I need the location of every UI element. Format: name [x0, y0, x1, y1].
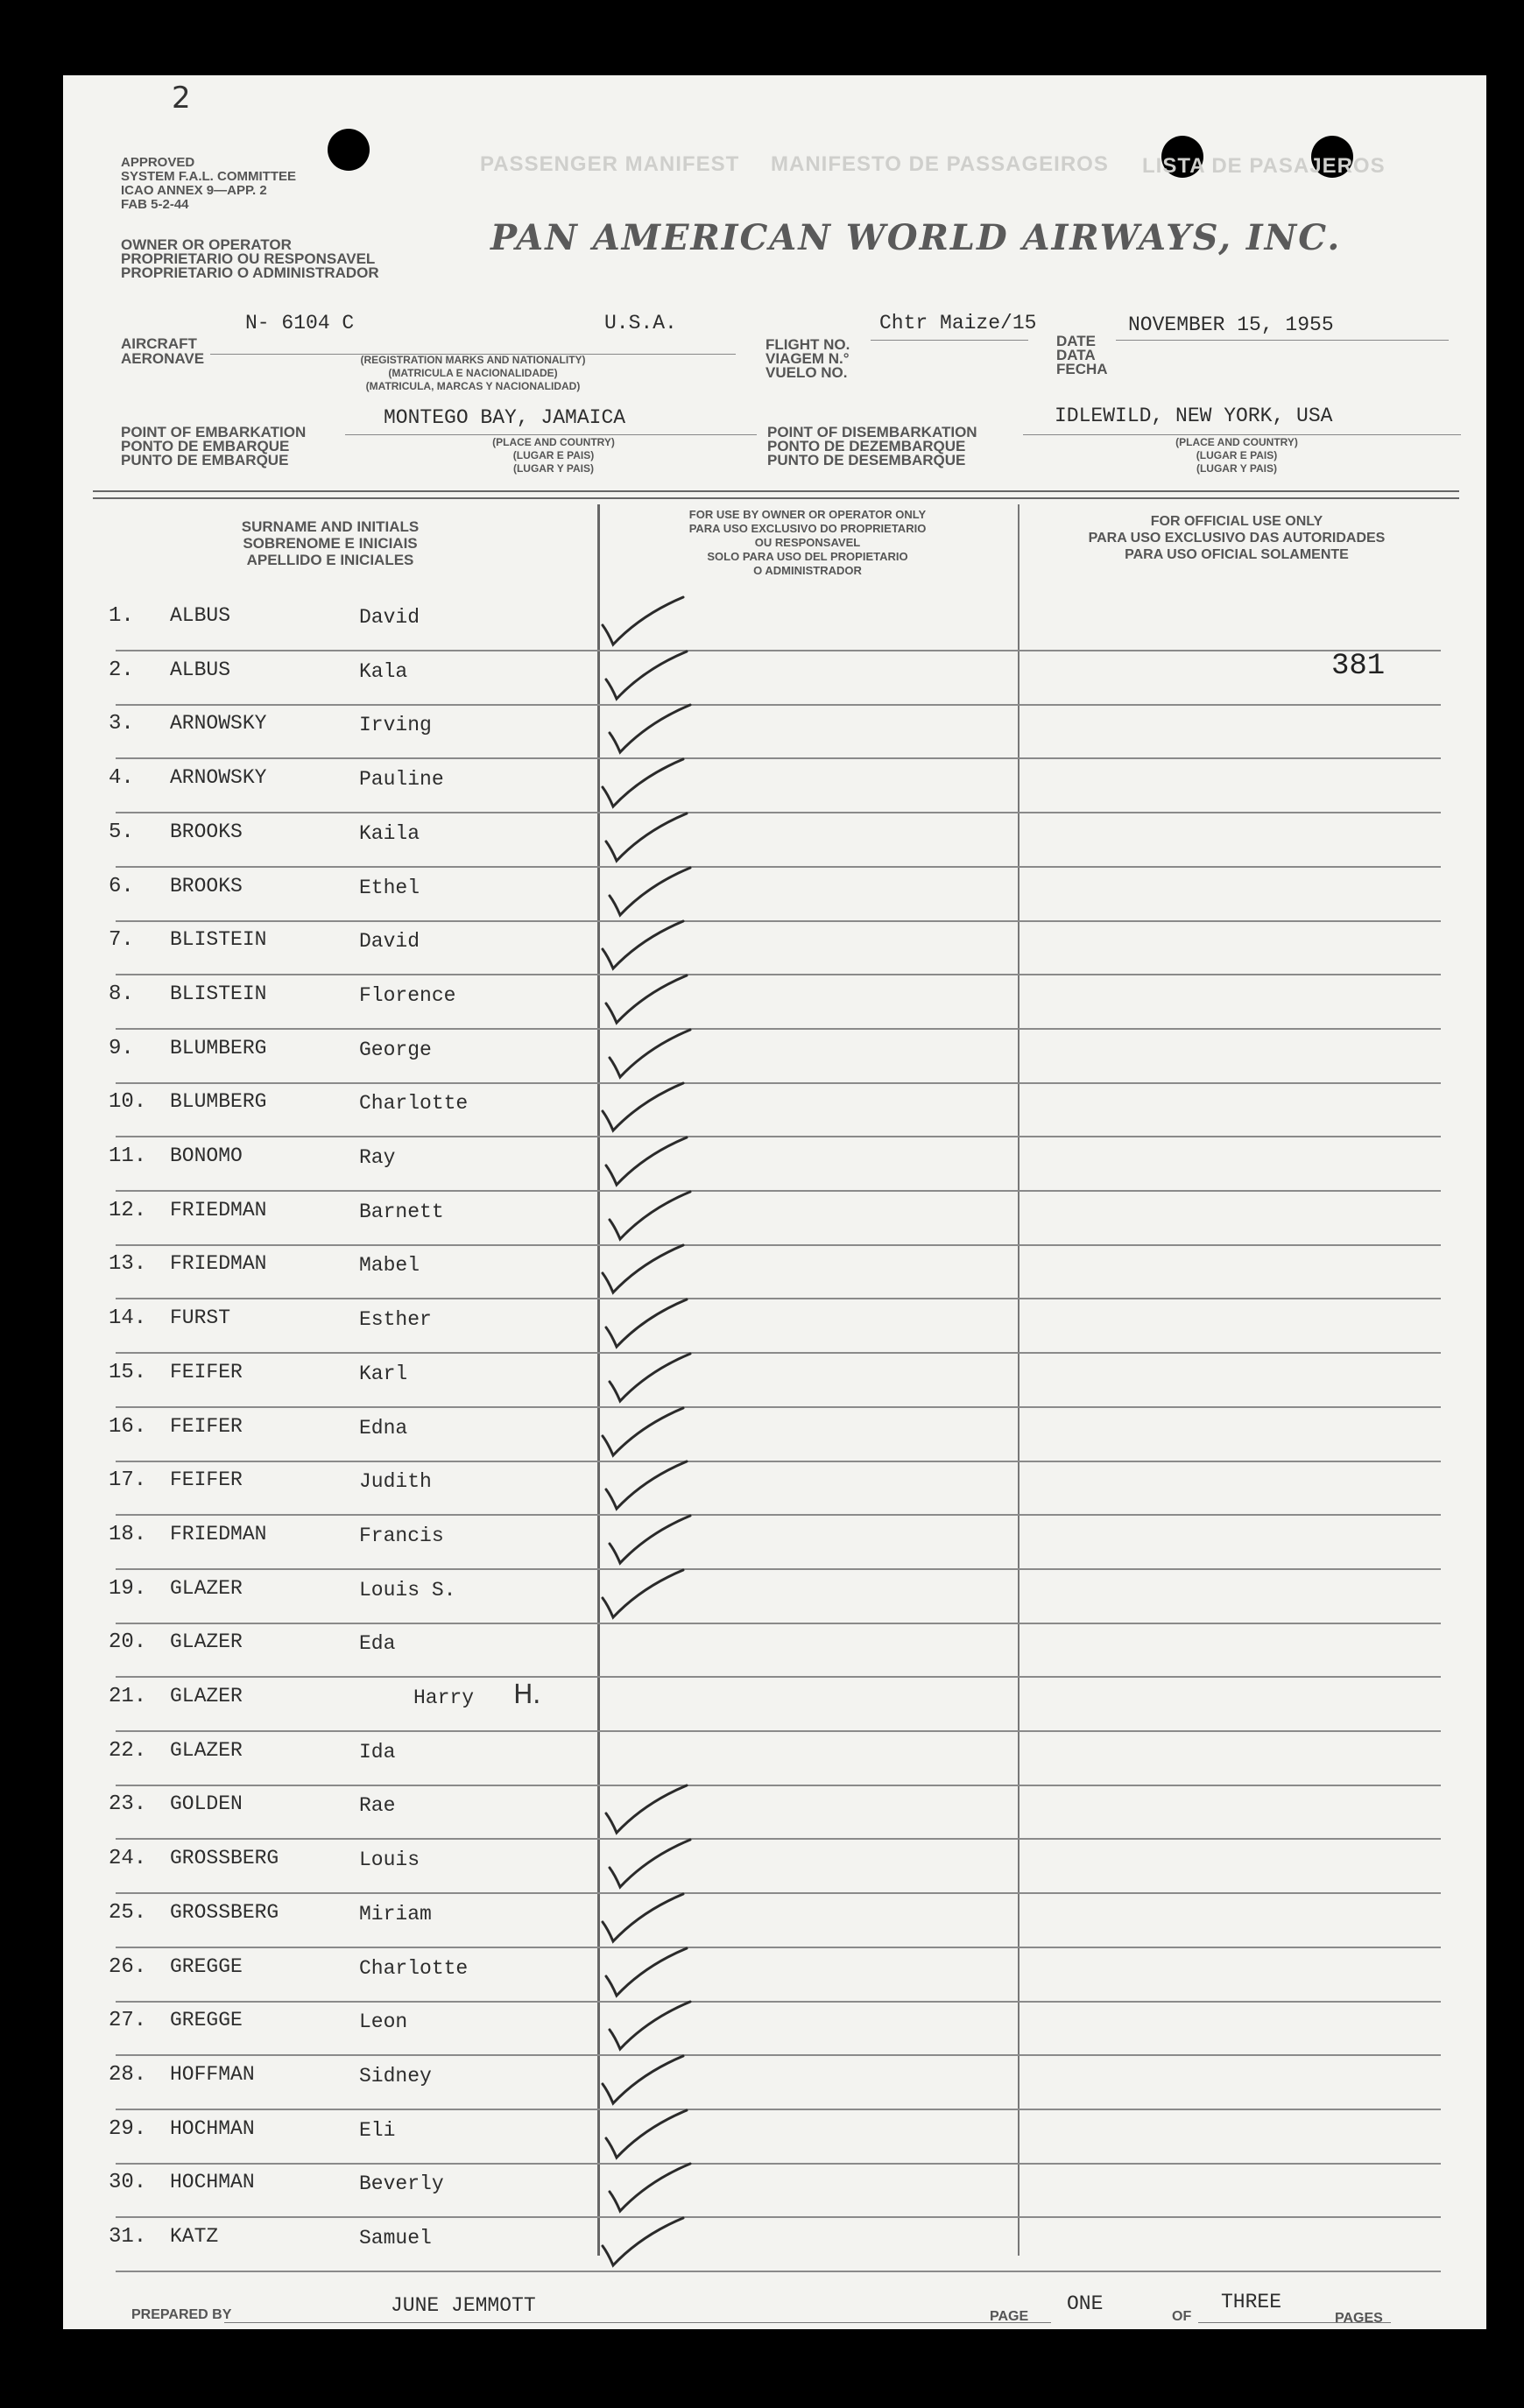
- passenger-surname: GOLDEN: [170, 1792, 243, 1815]
- passenger-row: [63, 974, 1486, 1030]
- passenger-row: [63, 1514, 1486, 1570]
- passenger-given-name: George: [359, 1039, 432, 1061]
- passenger-given-name: Louis: [359, 1848, 420, 1871]
- passenger-number: 22.: [109, 1739, 147, 1763]
- checkmark-icon: [596, 1887, 692, 1948]
- passenger-number: 16.: [109, 1415, 147, 1439]
- passenger-given-name: Ethel: [359, 877, 420, 899]
- passenger-row: [63, 1892, 1486, 1948]
- passenger-row: [63, 1028, 1486, 1084]
- passenger-surname: ARNOWSKY: [170, 712, 267, 735]
- passenger-given-name: Charlotte: [359, 1957, 469, 1980]
- passenger-given-name: Eda: [359, 1632, 396, 1655]
- aircraft-nationality: U.S.A.: [604, 312, 677, 334]
- passenger-surname: FEIFER: [170, 1361, 243, 1384]
- passenger-number: 26.: [109, 1955, 147, 1979]
- passenger-given-name: Barnett: [359, 1200, 444, 1223]
- passenger-row: [63, 1298, 1486, 1354]
- passenger-number: 21.: [109, 1685, 147, 1708]
- manifest-sheet: [63, 75, 1486, 2329]
- prepared-by-label: PREPARED BY: [131, 2307, 232, 2322]
- passenger-number: 1.: [109, 604, 134, 628]
- passenger-given-name: Kaila: [359, 822, 420, 845]
- passenger-number: 18.: [109, 1523, 147, 1546]
- checkmark-icon: [596, 2211, 692, 2272]
- checkmark-icon: [596, 914, 692, 975]
- passenger-number: 31.: [109, 2225, 147, 2249]
- disembarkation-sublabels: (PLACE AND COUNTRY) (LUGAR E PAIS) (LUGAR Y PAIS): [1175, 436, 1298, 475]
- checkmark-icon: [596, 752, 692, 813]
- pages-label: PAGES: [1335, 2311, 1383, 2326]
- passenger-surname: HOCHMAN: [170, 2171, 255, 2193]
- of-label: OF: [1172, 2309, 1192, 2324]
- checkmark-icon: [596, 1563, 692, 1624]
- passenger-row: [63, 1784, 1486, 1840]
- passenger-given-name: Karl: [359, 1362, 408, 1385]
- passenger-number: 9.: [109, 1037, 134, 1060]
- passenger-row: [63, 2216, 1486, 2272]
- passenger-surname: BONOMO: [170, 1144, 243, 1167]
- passenger-given-name: Charlotte: [359, 1092, 469, 1115]
- passenger-given-name: Mabel: [359, 1254, 420, 1277]
- passenger-given-name: David: [359, 606, 420, 629]
- passenger-surname: ARNOWSKY: [170, 766, 267, 789]
- official-column-header: FOR OFFICIAL USE ONLY PARA USO EXCLUSIVO DAS AUTORIDADES PARA USO OFICIAL SOLAMENTE: [1088, 514, 1386, 562]
- passenger-number: 12.: [109, 1199, 147, 1222]
- passenger-row: [63, 2000, 1486, 2056]
- page-label: PAGE: [990, 2309, 1029, 2324]
- checkmark-icon: [599, 1941, 695, 2003]
- disembarkation-labels: POINT OF DISEMBARKATION PONTO DE DEZEMBARQUE PUNTO DE DESEMBARQUE: [767, 424, 977, 468]
- passenger-given-name: Judith: [359, 1470, 432, 1493]
- checkmark-icon: [603, 861, 699, 922]
- passenger-given-name: Irving: [359, 714, 432, 736]
- passenger-number: 8.: [109, 982, 134, 1006]
- passenger-given-name: Esther: [359, 1308, 432, 1331]
- passenger-given-name: Louis S.: [359, 1579, 456, 1602]
- passenger-number: 28.: [109, 2063, 147, 2087]
- passenger-given-name: Samuel: [359, 2227, 432, 2250]
- passenger-surname: ALBUS: [170, 604, 231, 627]
- disembarkation-place: IDLEWILD, NEW YORK, USA: [1055, 405, 1333, 427]
- flight-date: NOVEMBER 15, 1955: [1128, 313, 1334, 336]
- passenger-row: [63, 1190, 1486, 1246]
- header-title-pt: MANIFESTO DE PASSAGEIROS: [771, 152, 1109, 176]
- official-number: 381: [1331, 650, 1386, 683]
- passenger-row: [63, 650, 1486, 706]
- date-labels: DATE DATA FECHA: [1056, 333, 1108, 377]
- passenger-surname: FEIFER: [170, 1468, 243, 1491]
- passenger-row: [63, 595, 1486, 651]
- passenger-surname: HOCHMAN: [170, 2117, 255, 2140]
- checkmark-icon: [596, 1401, 692, 1462]
- passenger-surname: FRIEDMAN: [170, 1523, 267, 1545]
- owner-labels: OWNER OR OPERATOR PROPRIETARIO OU RESPONSAVEL PROPRIETARIO O ADMINISTRADOR: [121, 236, 379, 281]
- passenger-surname: GLAZER: [170, 1577, 243, 1600]
- passenger-given-name: Francis: [359, 1524, 444, 1547]
- operator-column-header: FOR USE BY OWNER OR OPERATOR ONLY PARA USO EXCLUSIVO DO PROPRIETARIO OU RESPONSAVEL SOLO PARA USO DEL PROPIETARIO O ADMINISTRADOR: [688, 508, 927, 577]
- passenger-surname: ALBUS: [170, 658, 231, 681]
- passenger-row: [63, 1406, 1486, 1462]
- passenger-row: [63, 757, 1486, 813]
- passenger-given-name: Harry: [413, 1686, 475, 1709]
- airline-name: PAN AMERICAN WORLD AIRWAYS, INC.: [490, 217, 1342, 258]
- passenger-number: 3.: [109, 712, 134, 736]
- passenger-given-name: Florence: [359, 984, 456, 1007]
- passenger-row: [63, 1243, 1486, 1299]
- passenger-surname: KATZ: [170, 2225, 219, 2248]
- corner-mark: 2: [172, 81, 191, 116]
- passenger-surname: FEIFER: [170, 1415, 243, 1438]
- checkmark-icon: [596, 1076, 692, 1137]
- checkmark-icon: [599, 1130, 695, 1192]
- passenger-row: [63, 703, 1486, 759]
- checkmark-icon: [599, 1454, 695, 1516]
- passenger-number: 10.: [109, 1090, 147, 1114]
- checkmark-icon: [599, 2103, 695, 2165]
- passenger-given-name: Sidney: [359, 2065, 432, 2088]
- checkmark-icon: [603, 698, 699, 759]
- passenger-surname: GLAZER: [170, 1739, 243, 1762]
- passenger-row: [63, 1730, 1486, 1786]
- passenger-row: [63, 812, 1486, 868]
- passenger-row: [63, 1838, 1486, 1894]
- passenger-surname: GLAZER: [170, 1630, 243, 1653]
- passenger-surname: GROSSBERG: [170, 1901, 279, 1924]
- aircraft-registration: N- 6104 C: [245, 312, 355, 334]
- checkmark-icon: [603, 2157, 699, 2218]
- embarkation-place: MONTEGO BAY, JAMAICA: [384, 406, 626, 429]
- passenger-surname: BLUMBERG: [170, 1037, 267, 1060]
- checkmark-icon: [596, 2049, 692, 2110]
- passenger-given-name: Miriam: [359, 1903, 432, 1926]
- punch-hole: [328, 129, 370, 171]
- checkmark-icon: [596, 1238, 692, 1299]
- checkmark-icon: [603, 1995, 699, 2056]
- passenger-row: [63, 1676, 1486, 1732]
- passenger-number: 13.: [109, 1252, 147, 1276]
- passenger-row: [63, 1947, 1486, 2003]
- aircraft-sublabels: (REGISTRATION MARKS AND NATIONALITY) (MATRICULA E NACIONALIDADE) (MATRICULA, MARCAS Y NACIONALIDAD): [360, 354, 586, 392]
- passenger-given-name: Eli: [359, 2119, 396, 2142]
- checkmark-icon: [599, 806, 695, 868]
- passenger-surname: HOFFMAN: [170, 2063, 255, 2086]
- checkmark-icon: [603, 1509, 699, 1570]
- passenger-given-name: Rae: [359, 1794, 396, 1817]
- names-column-header: SURNAME AND INITIALS SOBRENOME E INICIAIS APELLIDO E INICIALES: [241, 518, 420, 568]
- passenger-row: [63, 2109, 1486, 2165]
- passenger-surname: BLISTEIN: [170, 928, 267, 951]
- passenger-number: 25.: [109, 1901, 147, 1925]
- passenger-number: 27.: [109, 2009, 147, 2032]
- passenger-number: 7.: [109, 928, 134, 952]
- passenger-number: 29.: [109, 2117, 147, 2141]
- passenger-number: 17.: [109, 1468, 147, 1492]
- passenger-given-name: Kala: [359, 660, 408, 683]
- passenger-surname: GREGGE: [170, 2009, 243, 2031]
- passenger-surname: BLUMBERG: [170, 1090, 267, 1113]
- passenger-given-name: Ida: [359, 1741, 396, 1764]
- passenger-number: 2.: [109, 658, 134, 682]
- header-title-en: PASSENGER MANIFEST: [480, 152, 740, 176]
- checkmark-icon: [599, 1778, 695, 1840]
- flight-number: Chtr Maize/15: [879, 312, 1037, 334]
- passenger-row: [63, 1622, 1486, 1678]
- passenger-number: 24.: [109, 1847, 147, 1870]
- passenger-surname: FRIEDMAN: [170, 1199, 267, 1222]
- passenger-given-name: Pauline: [359, 768, 444, 791]
- passenger-row: [63, 1568, 1486, 1624]
- checkmark-icon: [596, 590, 692, 651]
- passenger-given-name: Leon: [359, 2010, 408, 2033]
- passenger-row: [63, 1460, 1486, 1516]
- passenger-number: 20.: [109, 1630, 147, 1654]
- passenger-number: 19.: [109, 1577, 147, 1601]
- passenger-row: [63, 866, 1486, 922]
- passenger-surname: GROSSBERG: [170, 1847, 279, 1869]
- passenger-number: 5.: [109, 820, 134, 844]
- checkmark-icon: [603, 1833, 699, 1894]
- checkmark-icon: [599, 1292, 695, 1354]
- passenger-number: 4.: [109, 766, 134, 790]
- passenger-number: 23.: [109, 1792, 147, 1816]
- passenger-row: [63, 2162, 1486, 2218]
- passenger-number: 30.: [109, 2171, 147, 2194]
- passenger-surname: BROOKS: [170, 875, 243, 898]
- passenger-row: [63, 1352, 1486, 1408]
- flight-labels: FLIGHT NO. VIAGEM N.° VUELO NO.: [766, 336, 850, 381]
- passenger-row: [63, 1136, 1486, 1192]
- passenger-number: 6.: [109, 875, 134, 898]
- passenger-surname: GREGGE: [170, 1955, 243, 1978]
- checkmark-icon: [603, 1347, 699, 1408]
- approval-block: APPROVED SYSTEM F.A.L. COMMITTEE ICAO ANNEX 9—APP. 2 FAB 5-2-44: [121, 155, 297, 212]
- passenger-row: [63, 2054, 1486, 2110]
- handwritten-initial: H.: [513, 1679, 541, 1710]
- passenger-given-name: Ray: [359, 1146, 396, 1169]
- checkmark-icon: [599, 644, 695, 706]
- prepared-by: JUNE JEMMOTT: [391, 2294, 536, 2317]
- page-number: ONE: [1067, 2292, 1104, 2315]
- passenger-surname: GLAZER: [170, 1685, 243, 1707]
- header-title-es: LISTA DE PASAJEROS: [1142, 154, 1386, 178]
- total-pages: THREE: [1221, 2291, 1282, 2313]
- passenger-number: 11.: [109, 1144, 147, 1168]
- passenger-number: 14.: [109, 1306, 147, 1330]
- passenger-row: [63, 919, 1486, 975]
- aircraft-labels: AIRCRAFT AERONAVE: [121, 335, 205, 367]
- passenger-given-name: Edna: [359, 1417, 408, 1440]
- passenger-surname: BLISTEIN: [170, 982, 267, 1005]
- checkmark-icon: [599, 968, 695, 1030]
- passenger-surname: FURST: [170, 1306, 231, 1329]
- passenger-row: [63, 1081, 1486, 1137]
- row-rule: [116, 2271, 1441, 2272]
- passenger-number: 15.: [109, 1361, 147, 1384]
- passenger-surname: BROOKS: [170, 820, 243, 843]
- checkmark-icon: [603, 1023, 699, 1084]
- passenger-given-name: David: [359, 930, 420, 953]
- checkmark-icon: [603, 1185, 699, 1246]
- embarkation-sublabels: (PLACE AND COUNTRY) (LUGAR E PAIS) (LUGAR Y PAIS): [492, 436, 615, 475]
- passenger-given-name: Beverly: [359, 2172, 444, 2195]
- embarkation-labels: POINT OF EMBARKATION PONTO DE EMBARQUE PUNTO DE EMBARQUE: [121, 424, 307, 468]
- passenger-surname: FRIEDMAN: [170, 1252, 267, 1275]
